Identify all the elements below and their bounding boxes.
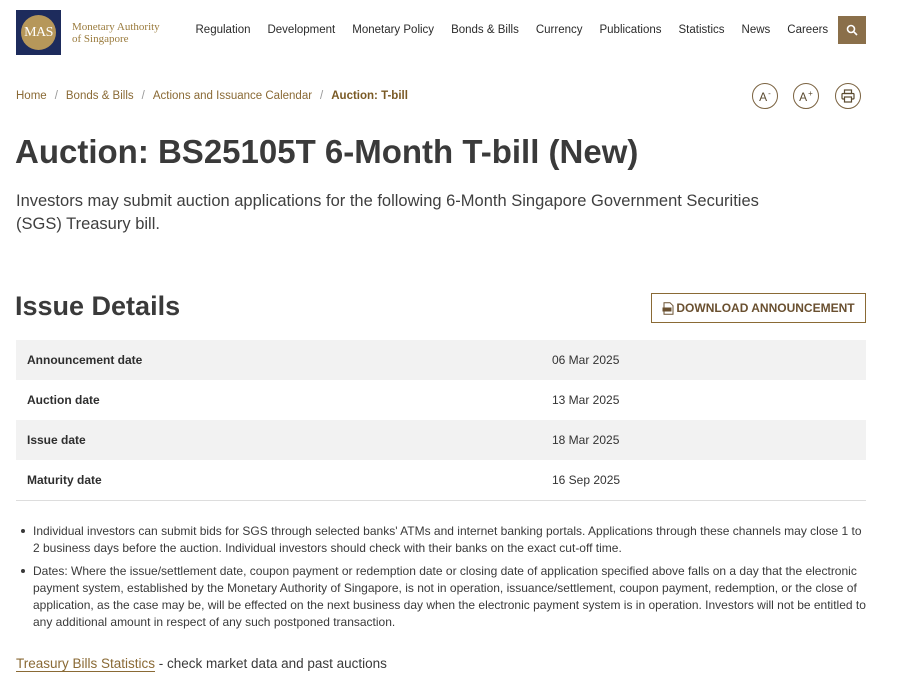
- printer-icon: [841, 89, 855, 103]
- increase-font-button[interactable]: [793, 83, 819, 109]
- nav-item-monetary-policy[interactable]: Monetary Policy: [352, 24, 435, 36]
- print-button[interactable]: [835, 83, 861, 109]
- breadcrumb-separator: /: [141, 90, 145, 102]
- table-row: [16, 380, 866, 420]
- nav-item-currency[interactable]: Currency: [535, 24, 583, 36]
- maturity-date-value: 16 Sep 2025: [552, 460, 866, 500]
- page-intro: Investors may submit auction applications for the following 6-Month Singapore Government Securities (SGS) Treasury bill.: [16, 192, 759, 233]
- site-header: [0, 0, 903, 62]
- statistics-line-suffix: - check market data and past auctions: [155, 656, 387, 671]
- nav-item-news[interactable]: News: [741, 24, 771, 36]
- mas-logo[interactable]: [16, 10, 162, 55]
- decrease-font-icon: A-: [759, 88, 771, 104]
- maturity-date-label: Maturity date: [16, 460, 552, 500]
- breadcrumb-calendar[interactable]: Actions and Issuance Calendar: [152, 90, 313, 102]
- search-button[interactable]: [838, 16, 866, 44]
- download-announcement-button[interactable]: [651, 293, 866, 323]
- logo-text-line2: of Singapore: [72, 32, 129, 45]
- download-announcement-label: DOWNLOAD ANNOUNCEMENT: [676, 301, 855, 315]
- statistics-line: [16, 656, 387, 671]
- breadcrumb-home[interactable]: Home: [16, 90, 47, 102]
- nav-item-statistics[interactable]: Statistics: [678, 24, 725, 36]
- treasury-bills-statistics-link[interactable]: Treasury Bills Statistics: [16, 656, 156, 671]
- nav-item-bonds-bills[interactable]: Bonds & Bills: [451, 24, 519, 36]
- logo-mark: [16, 10, 61, 55]
- announcement-date-value: 06 Mar 2025: [552, 340, 866, 380]
- nav-item-publications[interactable]: Publications: [599, 24, 662, 36]
- nav-item-regulation[interactable]: Regulation: [195, 24, 251, 36]
- page-title: Auction: BS25105T 6-Month T-bill (New): [15, 133, 639, 170]
- pdf-icon: [662, 302, 674, 315]
- announcement-date-label: Announcement date: [16, 340, 552, 380]
- table-row: [16, 340, 866, 380]
- issue-date-label: Issue date: [16, 420, 552, 460]
- logo-text-line1: Monetary Authority: [72, 20, 160, 33]
- logo-text: [72, 21, 162, 45]
- issue-details-title: Issue Details: [15, 291, 181, 321]
- list-item: Dates: Where the issue/settlement date, coupon payment or redemption date or closing date of application specified above falls on a day that the electronic payment system, established by the Monetary Authority of Singapore, is not in operation, issuance/settlement, coupon payment, redemption, or the close of application, as the case may be, will be effected on the next business day when the electronic payment system is in operation. Investors will not be entitled to any additional amount in respect of any such postponed transaction.: [16, 563, 871, 631]
- logo-circle: MAS: [21, 15, 56, 50]
- issue-details-table: [16, 340, 866, 501]
- list-item: Individual investors can submit bids for SGS through selected banks' ATMs and internet banking portals. Applications through these channels may close 1 to 2 business days before the auction. Individual investors should check with their banks on the exact cut-off time.: [16, 523, 871, 557]
- breadcrumb-separator: /: [320, 90, 324, 102]
- breadcrumb: [16, 90, 408, 102]
- decrease-font-button[interactable]: [752, 83, 778, 109]
- table-row: [16, 420, 866, 460]
- breadcrumb-current: Auction: T-bill: [331, 90, 408, 102]
- increase-font-icon: A+: [799, 88, 813, 104]
- nav-item-careers[interactable]: Careers: [787, 24, 829, 36]
- issue-date-value: 18 Mar 2025: [552, 420, 866, 460]
- table-row: [16, 460, 866, 500]
- breadcrumb-bonds-bills[interactable]: Bonds & Bills: [65, 90, 134, 102]
- notes-list: [16, 523, 871, 637]
- auction-date-value: 13 Mar 2025: [552, 393, 620, 407]
- search-icon: [846, 24, 858, 36]
- main-nav: [187, 0, 837, 60]
- nav-item-development[interactable]: Development: [267, 24, 336, 36]
- breadcrumb-separator: /: [54, 90, 58, 102]
- auction-date-label: Auction date: [27, 393, 100, 407]
